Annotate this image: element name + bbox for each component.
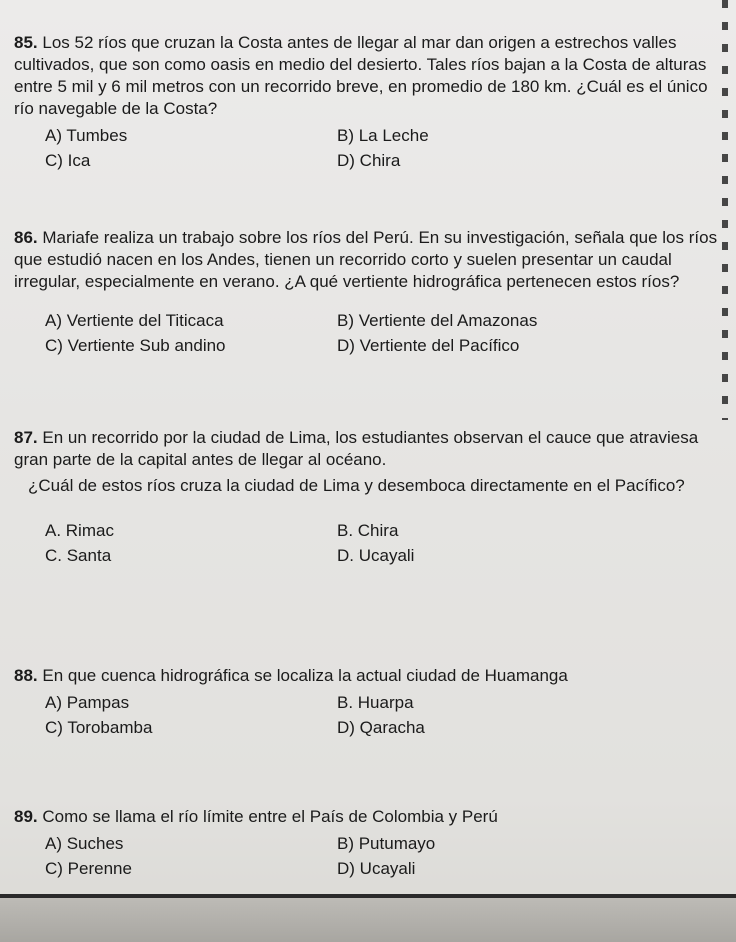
option-b: B. Huarpa — [337, 693, 414, 712]
question-stem — [14, 665, 722, 687]
option-b: B) Vertiente del Amazonas — [337, 311, 538, 330]
answer-options — [14, 693, 722, 738]
option-a: A. Rimac — [45, 521, 114, 540]
option-a: A) Suches — [45, 834, 124, 853]
question-88 — [14, 665, 722, 738]
question-text: Los 52 ríos que cruzan la Costa antes de llegar al mar dan origen a estrechos valles cultivados, que son como oasis en medio del desierto. Tales ríos bajan a la Costa de alturas entre 5 mil y 6 mil metros con un recorrido breve, en promedio de 180 km. ¿Cuál es el único río navegable de la Costa? — [14, 33, 708, 118]
option-c: C) Ica — [45, 151, 91, 170]
question-subtext: ¿Cuál de estos ríos cruza la ciudad de Lima y desemboca directamente en el Pacífico? — [28, 476, 685, 495]
page-edge-marks — [722, 0, 728, 420]
question-89 — [14, 806, 722, 879]
option-d: D) Chira — [337, 151, 401, 170]
option-c: C) Torobamba — [45, 718, 153, 737]
answer-options — [14, 126, 722, 171]
option-a: A) Vertiente del Titicaca — [45, 311, 224, 330]
option-c: C) Perenne — [45, 859, 132, 878]
question-text: En que cuenca hidrográfica se localiza la actual ciudad de Huamanga — [42, 666, 568, 685]
answer-options — [14, 311, 722, 356]
option-d: D) Vertiente del Pacífico — [337, 336, 520, 355]
question-stem — [14, 227, 722, 293]
question-stem — [14, 427, 722, 471]
option-c: C) Vertiente Sub andino — [45, 336, 226, 355]
option-c: C. Santa — [45, 546, 112, 565]
question-number: 89. — [14, 807, 38, 826]
page-bottom-edge — [0, 894, 736, 942]
option-d: D) Qaracha — [337, 718, 425, 737]
question-text: En un recorrido por la ciudad de Lima, los estudiantes observan el cauce que atraviesa gran parte de la capital antes de llegar al océano. — [14, 428, 699, 469]
question-stem — [14, 32, 722, 120]
question-stem — [14, 806, 722, 828]
option-b: B) Putumayo — [337, 834, 436, 853]
option-d: D) Ucayali — [337, 859, 416, 878]
question-number: 86. — [14, 228, 38, 247]
question-number: 85. — [14, 33, 38, 52]
option-d: D. Ucayali — [337, 546, 415, 565]
answer-options — [14, 521, 722, 566]
question-number: 87. — [14, 428, 38, 447]
question-85 — [14, 32, 722, 171]
answer-options — [14, 834, 722, 879]
option-b: B. Chira — [337, 521, 399, 540]
option-a: A) Pampas — [45, 693, 130, 712]
question-86 — [14, 227, 722, 356]
question-text: Como se llama el río límite entre el País de Colombia y Perú — [42, 807, 498, 826]
option-a: A) Tumbes — [45, 126, 128, 145]
question-87 — [14, 427, 722, 566]
option-b: B) La Leche — [337, 126, 429, 145]
question-text: Mariafe realiza un trabajo sobre los ríos del Perú. En su investigación, señala que los ríos que estudió nacen en los Andes, tienen un recorrido corto y suelen presentar un caudal irregular, especialmente en verano. ¿A qué vertiente hidrográfica pertenecen estos ríos? — [14, 228, 718, 291]
question-number: 88. — [14, 666, 38, 685]
